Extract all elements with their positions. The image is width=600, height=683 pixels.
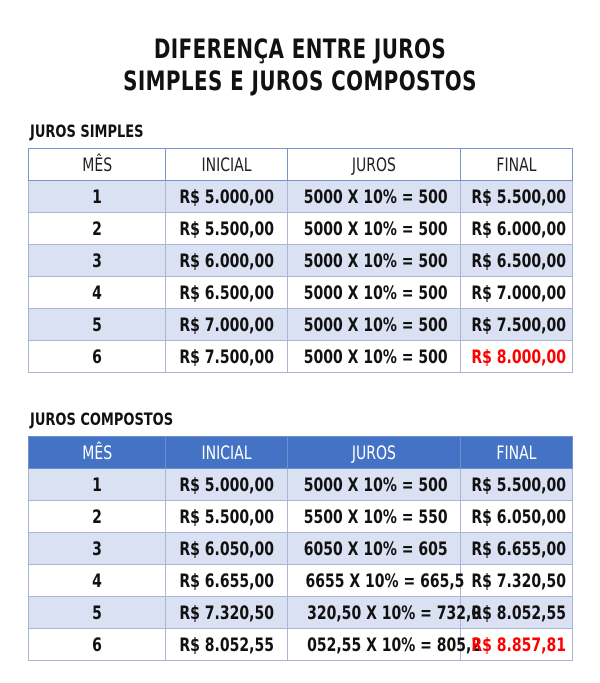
header-month: MÊS	[29, 437, 166, 469]
cell-initial: R$ 5.500,00	[166, 213, 288, 245]
table-row	[29, 629, 573, 661]
table-row	[29, 341, 573, 373]
cell-final: R$ 6.500,00	[461, 245, 573, 277]
cell-interest: 5000 X 10% = 500	[288, 213, 461, 245]
header-initial: INICIAL	[166, 149, 288, 181]
cell-final: R$ 5.500,00	[461, 181, 573, 213]
cell-initial: R$ 6.000,00	[166, 245, 288, 277]
cell-month: 1	[29, 469, 166, 501]
simple-interest-label: JUROS SIMPLES	[30, 122, 144, 142]
cell-interest: 5000 X 10% = 500	[288, 469, 461, 501]
table-row	[29, 597, 573, 629]
cell-month: 4	[29, 565, 166, 597]
table-row	[29, 565, 573, 597]
cell-month: 4	[29, 277, 166, 309]
cell-month: 1	[29, 181, 166, 213]
cell-initial: R$ 6.500,00	[166, 277, 288, 309]
header-initial: INICIAL	[166, 437, 288, 469]
table-row	[29, 533, 573, 565]
cell-initial: R$ 7.500,00	[166, 341, 288, 373]
title-line-2: SIMPLES E JUROS COMPOSTOS	[123, 66, 477, 97]
cell-interest: 5000 X 10% = 500	[288, 341, 461, 373]
cell-final: R$ 7.500,00	[461, 309, 573, 341]
cell-interest: 052,55 X 10% = 805,2	[288, 629, 461, 661]
cell-interest: 5500 X 10% = 550	[288, 501, 461, 533]
compound-interest-table	[28, 436, 573, 661]
cell-final-highlight: R$ 8.000,00	[461, 341, 573, 373]
cell-month: 2	[29, 501, 166, 533]
cell-month: 5	[29, 597, 166, 629]
table-row	[29, 245, 573, 277]
table-row	[29, 213, 573, 245]
cell-interest: 5000 X 10% = 500	[288, 277, 461, 309]
cell-month: 6	[29, 341, 166, 373]
cell-final: R$ 6.000,00	[461, 213, 573, 245]
cell-month: 5	[29, 309, 166, 341]
simple-interest-table	[28, 148, 573, 373]
header-interest: JUROS	[288, 149, 461, 181]
cell-initial: R$ 7.000,00	[166, 309, 288, 341]
compound-interest-label: JUROS COMPOSTOS	[30, 410, 174, 430]
page-title	[54, 34, 546, 98]
cell-month: 2	[29, 213, 166, 245]
table-row	[29, 181, 573, 213]
cell-final: R$ 6.655,00	[461, 533, 573, 565]
table-row	[29, 277, 573, 309]
table-header-row	[29, 437, 573, 469]
cell-interest: 5000 X 10% = 500	[288, 181, 461, 213]
cell-final: R$ 8.052,55	[461, 597, 573, 629]
cell-month: 6	[29, 629, 166, 661]
table-header-row	[29, 149, 573, 181]
cell-initial: R$ 6.050,00	[166, 533, 288, 565]
cell-initial: R$ 5.500,00	[166, 501, 288, 533]
cell-final: R$ 7.000,00	[461, 277, 573, 309]
cell-interest: 5000 X 10% = 500	[288, 309, 461, 341]
cell-month: 3	[29, 245, 166, 277]
cell-interest: 5000 X 10% = 500	[288, 245, 461, 277]
cell-final: R$ 6.050,00	[461, 501, 573, 533]
header-month: MÊS	[29, 149, 166, 181]
title-line-1: DIFERENÇA ENTRE JUROS	[153, 34, 447, 65]
cell-interest: 6655 X 10% = 665,5	[288, 565, 461, 597]
cell-final-highlight: R$ 8.857,81	[461, 629, 573, 661]
cell-initial: R$ 5.000,00	[166, 181, 288, 213]
cell-final: R$ 5.500,00	[461, 469, 573, 501]
cell-interest: 320,50 X 10% = 732,0	[288, 597, 461, 629]
cell-initial: R$ 8.052,55	[166, 629, 288, 661]
table-row	[29, 309, 573, 341]
header-interest: JUROS	[288, 437, 461, 469]
cell-month: 3	[29, 533, 166, 565]
cell-initial: R$ 5.000,00	[166, 469, 288, 501]
table-row	[29, 501, 573, 533]
cell-initial: R$ 6.655,00	[166, 565, 288, 597]
cell-interest: 6050 X 10% = 605	[288, 533, 461, 565]
header-final: FINAL	[461, 437, 573, 469]
header-final: FINAL	[461, 149, 573, 181]
cell-final: R$ 7.320,50	[461, 565, 573, 597]
table-row	[29, 469, 573, 501]
cell-initial: R$ 7.320,50	[166, 597, 288, 629]
